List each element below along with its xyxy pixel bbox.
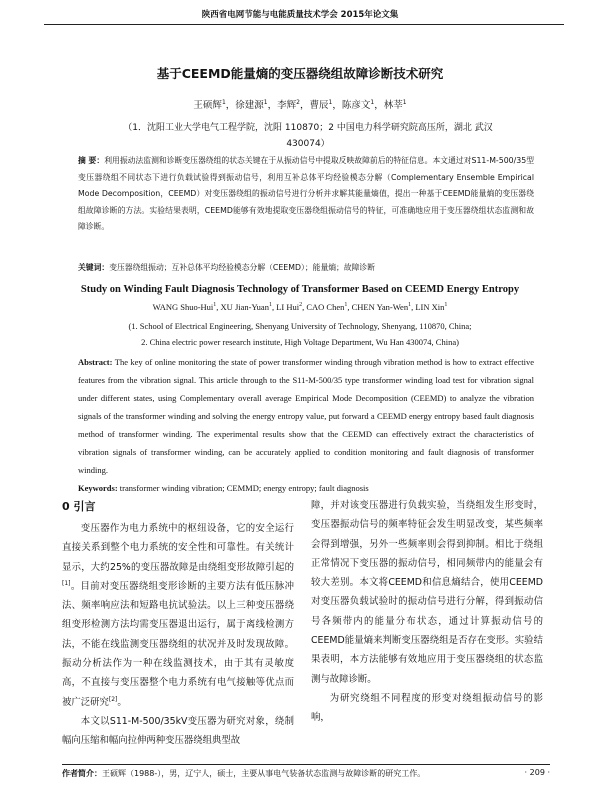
author-name: 王硕辉	[193, 100, 222, 111]
english-abstract-label: Abstract:	[78, 357, 113, 367]
english-affiliation-1: (1. School of Electrical Engineering, Shenyang University of Technology, Shenyang, 110870, China;	[128, 321, 472, 331]
english-keywords-label: Keywords:	[78, 483, 118, 493]
intro-text-a: 变压器作为电力系统中的枢纽设备，它的安全运行直接关系到整个电力系统的安全性和可靠性。有关统计显示，大约25%的变压器故障是由绕组变形故障引起的	[62, 523, 294, 573]
english-abstract-text: The key of online monitoring the state of power transformer winding through vibration method is how to extract effective features from the vibration signal. This article through to the S11-M-500/35 type transformer winding load test for vibration signal under different states, using Complementary overall average Empirical Mode Decomposition (CEEMD) to analyze the vibration signals of the transformer winding and solving the energy entropy value, put forward a CEEMD energy entropy based fault diagnosis method of transformer winding. The experimental results show that the CEEMD can effectively extract the characteristics of vibration signals of transformer winding, can be accurately applied to condition monitoring and fault diagnosis of transformer winding.	[78, 357, 534, 475]
author-affiliation-mark: 1	[221, 98, 226, 106]
author-separator: ，	[299, 100, 310, 111]
author-separator: ,	[302, 302, 307, 312]
english-author-list	[0, 302, 600, 312]
author-name: WANG Shuo-Hui	[152, 302, 214, 312]
keywords-label: 关键词：	[78, 263, 110, 272]
author-affiliation-mark: 1	[402, 98, 407, 106]
english-keywords-text: transformer winding vibration; CEMMD; energy entropy; fault diagnosis	[119, 483, 369, 493]
author-separator: ,	[216, 302, 221, 312]
english-title: Study on Winding Fault Diagnosis Technology of Transformer Based on CEEMD Energy Entropy	[80, 284, 520, 295]
header-rule	[44, 24, 564, 25]
author-name: 徐建源	[235, 100, 264, 111]
abstract-label: 摘 要：	[78, 156, 105, 165]
author-list	[0, 97, 600, 111]
author-name: CAO Chen	[306, 302, 345, 312]
affiliation-line-1: （1．沈阳工业大学电气工程学院，沈阳 110870；2 中国电力科学研究院高压所，湖北 武汉	[123, 123, 493, 133]
author-separator: ，	[332, 100, 342, 111]
author-separator: ,	[411, 302, 416, 312]
author-affiliation-mark: 1	[370, 98, 375, 106]
right-column	[311, 496, 543, 728]
english-keywords	[78, 481, 534, 495]
author-affiliation-mark: 1	[344, 302, 348, 309]
author-name: 林莘	[383, 100, 403, 111]
author-bio-label: 作者简介：	[62, 769, 102, 778]
page-number: · 209 ·	[524, 768, 550, 777]
citation-1: [1]	[62, 579, 71, 587]
intro-text-b: 。目前对变压器绕组变形诊断的主要方法有低压脉冲法、频率响应法和短路电抗试验法。以上三种变压器绕组变形检测方法均需变压器退出运行，属于离线检测方法，不能在线监测变压器绕组的状况并及时发现故障。振动分析法作为一种在线监测技术，由于其有灵敏度高，不直接与变压器整个电力系统有电气接触等优点而被广泛研究	[62, 580, 294, 708]
section-heading-introduction: 0 引言	[62, 500, 96, 513]
author-separator: ，	[267, 100, 278, 111]
affiliation	[88, 120, 528, 152]
footer-rule	[62, 764, 550, 765]
author-separator: ,	[347, 302, 352, 312]
author-affiliation-mark: 1	[213, 302, 217, 309]
author-name: 李辉	[277, 100, 297, 111]
running-header: 陕西省电网节能与电能质量技术学会 2015年论文集	[201, 10, 399, 20]
author-name: 陈彦文	[341, 100, 371, 111]
intro-paragraph-2: 本文以S11-M-500/35kV变压器为研究对象，绕制幅向压缩和幅向拉伸两种变压器绕组典型故	[62, 715, 294, 747]
author-separator: ,	[271, 302, 277, 312]
author-affiliation-mark: 1	[263, 98, 268, 106]
author-affiliation-mark: 2	[299, 302, 303, 309]
intro-paragraph-1	[62, 519, 294, 712]
author-name: LIN Xin	[415, 302, 445, 312]
author-separator: ，	[374, 100, 384, 111]
author-name: LI Hui	[276, 302, 300, 312]
author-affiliation-mark: 1	[408, 302, 412, 309]
citation-2: [2]	[108, 695, 118, 703]
english-abstract	[78, 353, 534, 479]
author-affiliation-mark: 1	[268, 302, 272, 309]
intro-text-c: 。	[117, 696, 127, 708]
author-affiliation-mark: 1	[328, 98, 333, 106]
chinese-abstract	[78, 153, 534, 236]
intro-paragraph-2-continued: 障，并对该变压器进行负载实验，当绕组发生形变时，变压器振动信号的频率特征会发生明显改变，某些频率会得到增强，另外一些频率则会得到抑制。相比于绕组正常情况下变压器的振动信号，相同频带内的能量会有较大差别。本文将CEEMD和信息熵结合，使用CEEMD对变压器负载试验时的振动信号进行分解，得到振动信号各频带内的能量分布状态，通过计算振动信号的CEEMD能量熵来判断变压器绕组是否存在变形。实验结果表明，本方法能够有效地应用于变压器绕组的状态监测与故障诊断。	[311, 500, 543, 685]
author-separator: ，	[225, 100, 236, 111]
author-name: XU Jian-Yuan	[220, 302, 269, 312]
left-column	[62, 519, 294, 751]
author-name: CHEN Yan-Wen	[351, 302, 409, 312]
author-bio	[62, 768, 425, 779]
english-affiliation-2: 2. China electric power research institute, High Voltage Department, Wu Han 430074, China)	[141, 337, 459, 347]
footer	[62, 768, 550, 779]
keywords-text: 变压器绕组振动；互补总体平均经验模态分解（CEEMD）；能量熵；故障诊断	[109, 263, 376, 272]
intro-paragraph-3: 为研究绕组不同程度的形变对绕组振动信号的影响，	[311, 692, 543, 724]
author-affiliation-mark: 2	[296, 98, 300, 106]
affiliation-line-2: 430074）	[286, 139, 330, 149]
author-name: 曹辰	[309, 100, 329, 111]
author-affiliation-mark: 1	[444, 302, 448, 309]
paper-title: 基于CEEMD能量熵的变压器绕组故障诊断技术研究	[156, 66, 444, 81]
chinese-keywords	[78, 261, 534, 275]
author-bio-text: 王硕辉（1988-），男，辽宁人，硕士，主要从事电气装备状态监测与故障诊断的研究工作。	[102, 769, 426, 778]
abstract-text: 利用振动法监测和诊断变压器绕组的状态关键在于从振动信号中提取反映故障前后的特征信息。本文通过对S11-M-500/35型变压器绕组不同状态下进行负载试验得到振动信号，利用互补总体平均经验模态分解（Complementary Ensemble Empirical Mode Decomposition，CEEMD）对变压器绕组的振动信号进行分析并求解其能量熵值，提出一种基于CEEMD能量熵的变压器绕组故障诊断的方法。实验结果表明，CEEMD能够有效地提取变压器绕组振动信号的特征，可准确地应用于变压器绕组状态监测和故障诊断。	[78, 156, 534, 231]
